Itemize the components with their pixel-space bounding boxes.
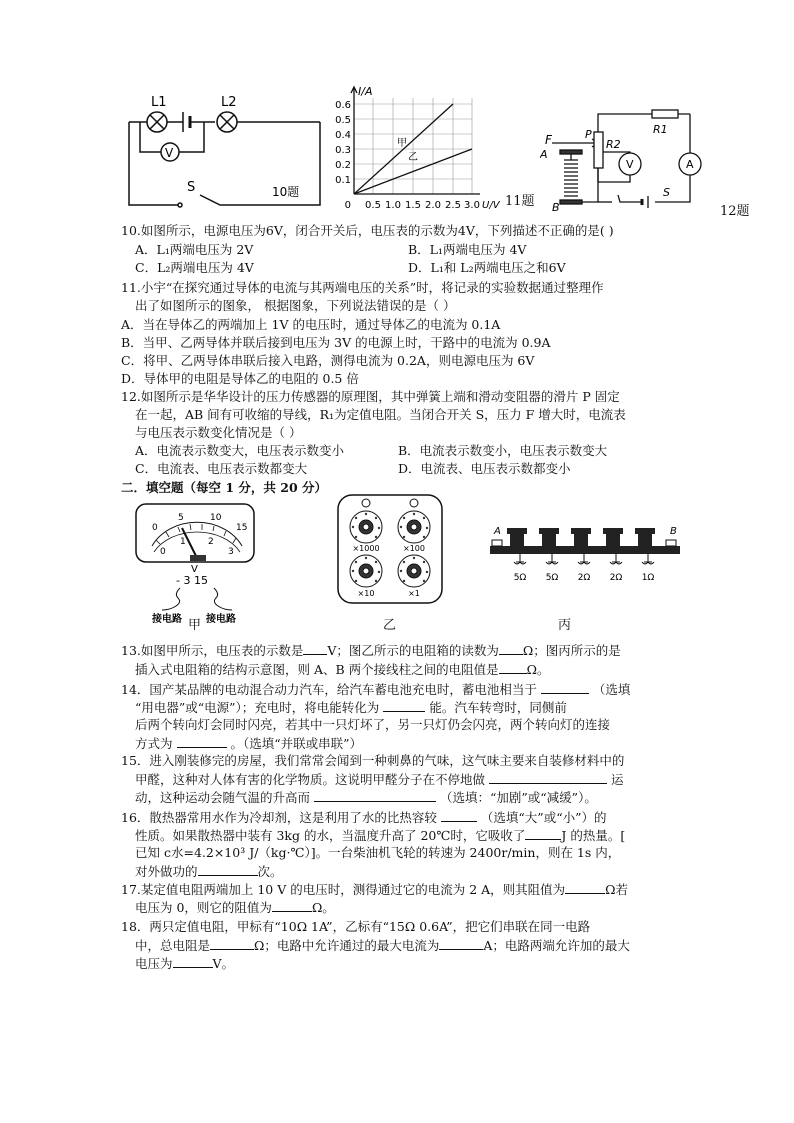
scale-bottom-tick: 2 <box>208 537 214 547</box>
point-b-label: B <box>552 201 560 214</box>
y-axis-label: I/A <box>358 85 373 98</box>
q17-blank-1[interactable] <box>565 880 605 894</box>
q13-blank-3[interactable] <box>499 660 527 674</box>
x-tick: 0.5 <box>365 200 381 211</box>
q16-line-2: 性质。如果散热器中装有 3kg 的水，当温度升高了 20℃时，它吸收了 J 的热量。[ <box>135 828 626 843</box>
figure-13-jia-caption: 甲 <box>188 618 202 633</box>
q14-line-4: 方式为 。（选填“并联或串联”） <box>135 736 363 751</box>
q10-option-c: C．L₂两端电压为 4V <box>135 260 254 275</box>
q18-line-3: 电压为 V。 <box>135 956 235 971</box>
r1-label: R1 <box>653 123 668 136</box>
q14-line-1: 14．国产某品牌的电动混合动力汽车，给汽车蓄电池充电时，蓄电池相当于 （选填 <box>121 682 631 697</box>
q10-option-d: D．L₁和 L₂两端电压之和6V <box>408 260 566 275</box>
q16-line-4: 对外做功的 次。 <box>135 864 283 879</box>
q12-option-b: B．电流表示数变小，电压表示数变大 <box>398 443 608 458</box>
y-tick: 0 <box>344 200 351 211</box>
dial-multiplier: ×1 <box>408 589 420 598</box>
q18-line-1: 18．两只定值电阻，甲标有“10Ω 1A”，乙标有“15Ω 0.6A”，把它们串联在同一电路 <box>121 919 591 934</box>
q11-option-c: C．将甲、乙两导体串联后接入电路，测得电流为 0.2A，则电源电压为 6V <box>121 353 535 368</box>
q11-stem-2: 出了如图所示的图象， 根据图象，下列说法错误的是（ ） <box>135 298 456 313</box>
section-2-heading: 二．填空题（每空 1 分，共 20 分） <box>121 480 328 495</box>
q16-line-3: 已知 c水=4.2×10³ J/（kg·℃）]。一台柴油机飞轮的转速为 2400r/min，则在 1s 内， <box>135 845 621 860</box>
x-tick: 2.5 <box>445 200 461 211</box>
figure-13-bing-plug-box <box>480 520 690 590</box>
connect-label: 接电路 <box>152 614 182 625</box>
q12-stem-2: 在一起，AB 间有可收缩的导线，R₁为定值电阻。当闭合开关 S，压力 F 增大时，电流表 <box>135 407 626 422</box>
dial-multiplier: ×1000 <box>352 544 380 553</box>
y-tick: 0.4 <box>335 130 351 141</box>
scale-top-tick: 0 <box>152 523 158 533</box>
r2-label: R2 <box>606 138 621 151</box>
q10-option-b: B．L₁两端电压为 4V <box>408 242 527 257</box>
voltmeter-label: V <box>626 158 634 171</box>
figure-13-jia-voltmeter <box>130 500 260 630</box>
q15-line-3: 动，这种运动会随气温的升高而 （选填：“加剧”或“减缓”）。 <box>135 790 597 805</box>
scale-bottom-tick: 0 <box>160 547 166 557</box>
figure-10-circuit <box>120 90 330 212</box>
lamp1-label: L1 <box>151 95 167 110</box>
x-tick: 2.0 <box>425 200 441 211</box>
y-tick: 0.2 <box>335 160 351 171</box>
q13-blank-2[interactable] <box>499 641 523 655</box>
q13-line-1: 13.如图甲所示，电压表的示数是 V；图乙所示的电阻箱的读数为 Ω；图丙所示的是 <box>121 643 621 658</box>
dial-multiplier: ×10 <box>357 589 375 598</box>
q14-line-3: 后两个转向灯会同时闪亮，若其中一只灯坏了，另一只灯仍会闪亮，两个转向灯的连接 <box>135 717 611 732</box>
y-tick: 0.3 <box>335 145 351 156</box>
q17-line-2: 电压为 0，则它的阻值为 Ω。 <box>135 900 335 915</box>
q11-option-a: A．当在导体乙的两端加上 1V 的电压时，通过导体乙的电流为 0.1A <box>121 317 501 332</box>
line-jia-label: 甲 <box>397 138 407 149</box>
q12-option-c: C．电流表、电压表示数都变大 <box>135 461 308 476</box>
resistor-value: 2Ω <box>577 573 591 583</box>
figure-13-bing-caption: 丙 <box>558 618 572 633</box>
q12-option-d: D．电流表、电压表示数都变小 <box>398 461 571 476</box>
figure-11-iu-graph <box>330 84 500 214</box>
q12-stem-1: 12.如图所示是华华设计的压力传感器的原理图，其中弹簧上端和滑动变阻器的滑片 P 固定 <box>121 389 620 404</box>
connect-label: 接电路 <box>206 614 236 625</box>
q16-blank-2[interactable] <box>525 826 561 840</box>
q18-line-2: 中，总电阻是 Ω；电路中允许通过的最大电流为 A；电路两端允许加的最大 <box>135 938 630 953</box>
q12-stem-3: 与电压表示数变化情况是（ ） <box>135 425 302 440</box>
q15-blank-2[interactable] <box>314 788 436 802</box>
q16-line-1: 16．散热器常用水作为冷却剂，这是利用了水的比热容较 （选填“大”或“小”）的 <box>121 810 607 825</box>
y-tick: 0.1 <box>335 175 351 186</box>
q18-blank-1[interactable] <box>210 936 254 950</box>
q13-line-2: 插入式电阻箱的结构示意图，则 A、B 两个接线柱之间的电阻值是 Ω。 <box>135 662 550 677</box>
resistor-value: 5Ω <box>513 573 527 583</box>
x-tick: 3.0 <box>464 200 480 211</box>
figure-13-yi-caption: 乙 <box>383 618 397 633</box>
scale-bottom-tick: 3 <box>228 547 234 557</box>
force-label: F <box>545 133 552 147</box>
q12-option-a: A．电流表示数变大，电压表示数变小 <box>135 443 345 458</box>
figure-10-caption: 10题 <box>272 185 300 199</box>
lamp2-label: L2 <box>221 95 237 110</box>
terminal-labels: - 3 15 <box>176 574 208 587</box>
x-tick: 1.0 <box>385 200 401 211</box>
ammeter-label: A <box>686 158 694 171</box>
q16-blank-1[interactable] <box>441 808 477 822</box>
x-axis-label: U/V <box>482 200 500 211</box>
scale-top-tick: 5 <box>178 513 184 523</box>
scale-top-tick: 15 <box>236 523 248 533</box>
q14-line-2: “用电器”或“电源”）；充电时，将电能转化为 能。汽车转弯时，同侧前 <box>135 700 567 715</box>
q17-blank-2[interactable] <box>272 898 312 912</box>
q10-stem: 10.如图所示，电源电压为6V，闭合开关后，电压表的示数为4V，下列描述不正确的是( ) <box>121 223 614 238</box>
q11-option-d: D．导体甲的电阻是导体乙的电阻的 0.5 倍 <box>121 371 359 386</box>
point-b-label: B <box>670 526 677 537</box>
scale-bottom-tick: 1 <box>180 537 186 547</box>
figure-11-caption: 11题 <box>505 194 535 209</box>
q15-blank-1[interactable] <box>489 770 607 784</box>
line-yi-label: 乙 <box>408 152 418 163</box>
q10-option-a: A．L₁两端电压为 2V <box>135 242 254 257</box>
switch-label: S <box>187 180 196 195</box>
q13-blank-1[interactable] <box>303 641 327 655</box>
q11-stem-1: 11.小宇“在探究通过导体的电流与其两端电压的关系”时，将记录的实验数据通过整理作 <box>121 280 604 295</box>
scale-top-tick: 10 <box>210 513 222 523</box>
y-tick: 0.5 <box>335 115 351 126</box>
point-a-label: A <box>494 526 501 537</box>
slider-label: P <box>585 128 592 141</box>
q18-blank-3[interactable] <box>173 954 213 968</box>
q17-line-1: 17.某定值电阻两端加上 10 V 的电压时，测得通过它的电流为 2 A，则其阻值为 Ω若 <box>121 882 629 897</box>
figure-12-caption: 12题 <box>720 204 750 219</box>
q11-option-b: B．当甲、乙两导体并联后接到电压为 3V 的电源上时，干路中的电流为 0.9A <box>121 335 551 350</box>
resistor-value: 2Ω <box>609 573 623 583</box>
switch-label: S <box>663 186 670 199</box>
voltmeter-label: V <box>165 146 174 160</box>
resistor-value: 1Ω <box>641 573 655 583</box>
x-tick: 1.5 <box>405 200 421 211</box>
resistor-value: 5Ω <box>545 573 559 583</box>
q14-blank-2[interactable] <box>383 698 425 712</box>
q15-line-2: 甲醛，这种对人体有害的化学物质。这说明甲醛分子在不停地做 运 <box>135 772 624 787</box>
q18-blank-2[interactable] <box>439 936 483 950</box>
q14-blank-1[interactable] <box>541 680 589 694</box>
meter-unit: V <box>191 564 198 575</box>
q15-line-1: 15．进入刚装修完的房屋，我们常常会闻到一种刺鼻的气味，这气味主要来自装修材料中的 <box>121 753 625 768</box>
dial-multiplier: ×100 <box>403 544 425 553</box>
y-tick: 0.6 <box>335 100 351 111</box>
q14-blank-3[interactable] <box>177 734 227 748</box>
q16-blank-3[interactable] <box>198 862 258 876</box>
figure-13-yi-resistance-box <box>336 493 444 605</box>
point-a-label: A <box>540 148 548 161</box>
